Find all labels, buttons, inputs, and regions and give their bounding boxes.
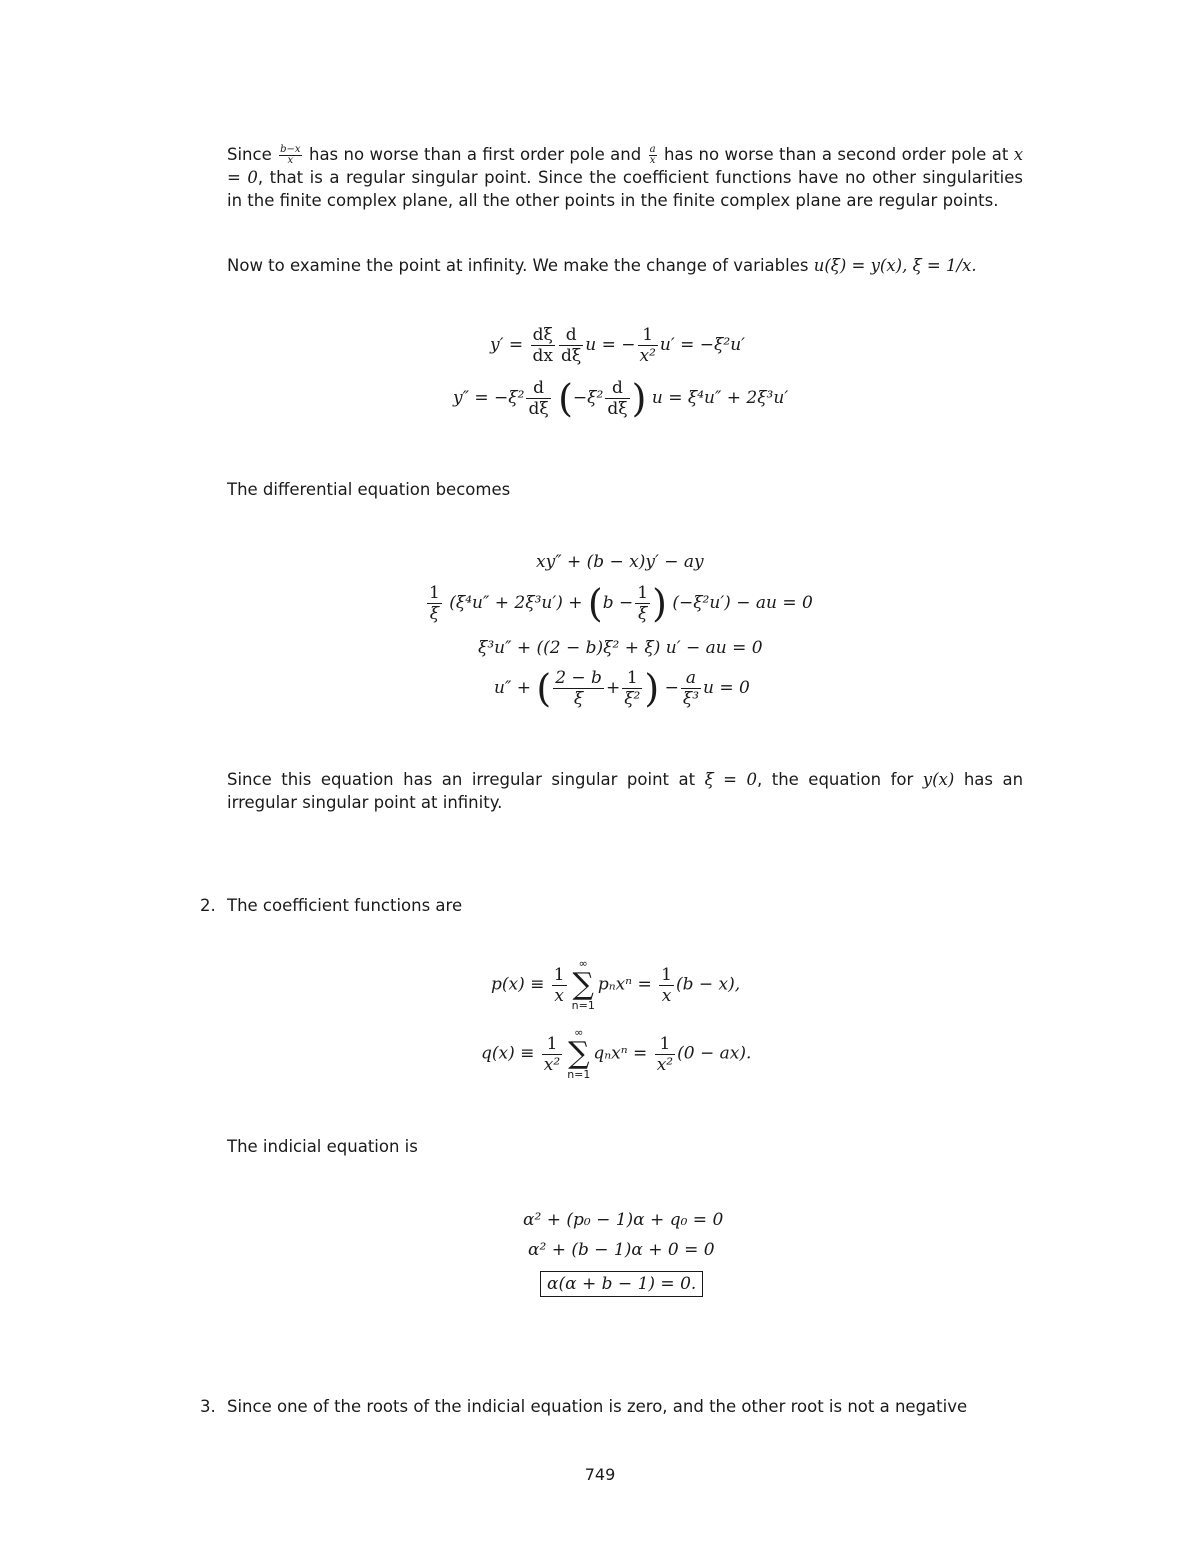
math-substitution: u(ξ) = y(x), ξ = 1/x. (813, 256, 977, 275)
text-first-order-pole: has no worse than a first order pole and (308, 145, 642, 164)
page-number: 749 (584, 1465, 616, 1484)
item-number: 2. (200, 896, 216, 915)
text-second-order-pole: has no worse than a second order pole at (663, 145, 1009, 164)
equation-indicial-substituted: α² + (b − 1)α + 0 = 0 (528, 1240, 715, 1260)
text-regular-points: , that is a regular singular point. Since the coefficient functions have no other singularities in the finite complex plane, all the other points in the finite complex plane are regular points. (227, 168, 1023, 210)
item-number: 3. (200, 1397, 216, 1416)
equation-p-of-x: p(x) ≡ $\frac{1}{x}$ ∞ ∑ n=1 pₙxⁿ = $\frac{1}{x}$ (b − x), (491, 957, 741, 1012)
equation-first-derivative: y′ = $\frac{d\xi}{dx}$ $\frac{d}{d\xi}$ u = − $\frac{1}{\text{x²}}$ u′ = −ξ²u′ (490, 325, 746, 366)
equation-original-de: xy″ + (b − x)y′ − ay (536, 552, 704, 572)
paragraph-regular-singular (227, 143, 1023, 212)
item-text: The coefficient functions are (227, 896, 463, 915)
item-text: Since one of the roots of the indicial equation is zero, and the other root is not a negative (227, 1397, 968, 1416)
summation-symbol: ∞ ∑ n=1 (571, 957, 595, 1012)
list-item-2 (200, 894, 1023, 917)
list-item-3 (200, 1395, 1023, 1418)
paragraph-de-becomes: The differential equation becomes (227, 480, 511, 499)
summation-symbol: ∞ ∑ n=1 (567, 1026, 591, 1081)
fraction-a-over-x: $\frac{a}{x}$ (649, 144, 656, 166)
paragraph-change-of-variables (227, 254, 1023, 277)
text-examine-infinity: Now to examine the point at infinity. We make the change of variables (227, 256, 809, 275)
math-x-equals-0: x = 0 (227, 145, 1024, 187)
paragraph-irregular-singular: Since this equation has an irregular singular point at ξ = 0, the equation for y(x) has an irregular singular point at infinity. (227, 770, 1024, 812)
equation-second-derivative: y″ = −ξ² $\frac{d}{d\xi}$ (−ξ² $\frac{d}{d\xi}$ ) u = ξ⁴u″ + 2ξ³u′ (453, 376, 789, 421)
text-since: Since (227, 145, 272, 164)
equation-simplified-de: ξ³u″ + ((2 − b)ξ² + ξ) u′ − au = 0 (478, 638, 763, 658)
fraction-b-minus-x-over-x: $\frac{b-x}{x}$ (280, 144, 301, 166)
equation-substituted-de: $\frac{1}{\xi}$ (ξ⁴u″ + 2ξ³u′) + (b − $\frac{1}{\xi}$ ) (−ξ²u′) − au = 0 (429, 581, 813, 626)
paragraph-indicial-intro: The indicial equation is (227, 1137, 418, 1156)
equation-normalized-de: u″ + ( $\frac{2 - b}{\xi}$ + $\frac{1}{\text{ξ²}}$ ) − $\frac{a}{\text{ξ³}}$ u = 0 (494, 666, 750, 711)
equation-q-of-x: q(x) ≡ $\frac{1}{\text{x²}}$ ∞ ∑ n=1 qₙxⁿ = $\frac{1}{\text{x²}}$ (0 − ax). (481, 1026, 752, 1081)
equation-indicial-boxed: α(α + b − 1) = 0. (540, 1274, 703, 1294)
equation-indicial-general: α² + (p₀ − 1)α + q₀ = 0 (523, 1210, 724, 1230)
